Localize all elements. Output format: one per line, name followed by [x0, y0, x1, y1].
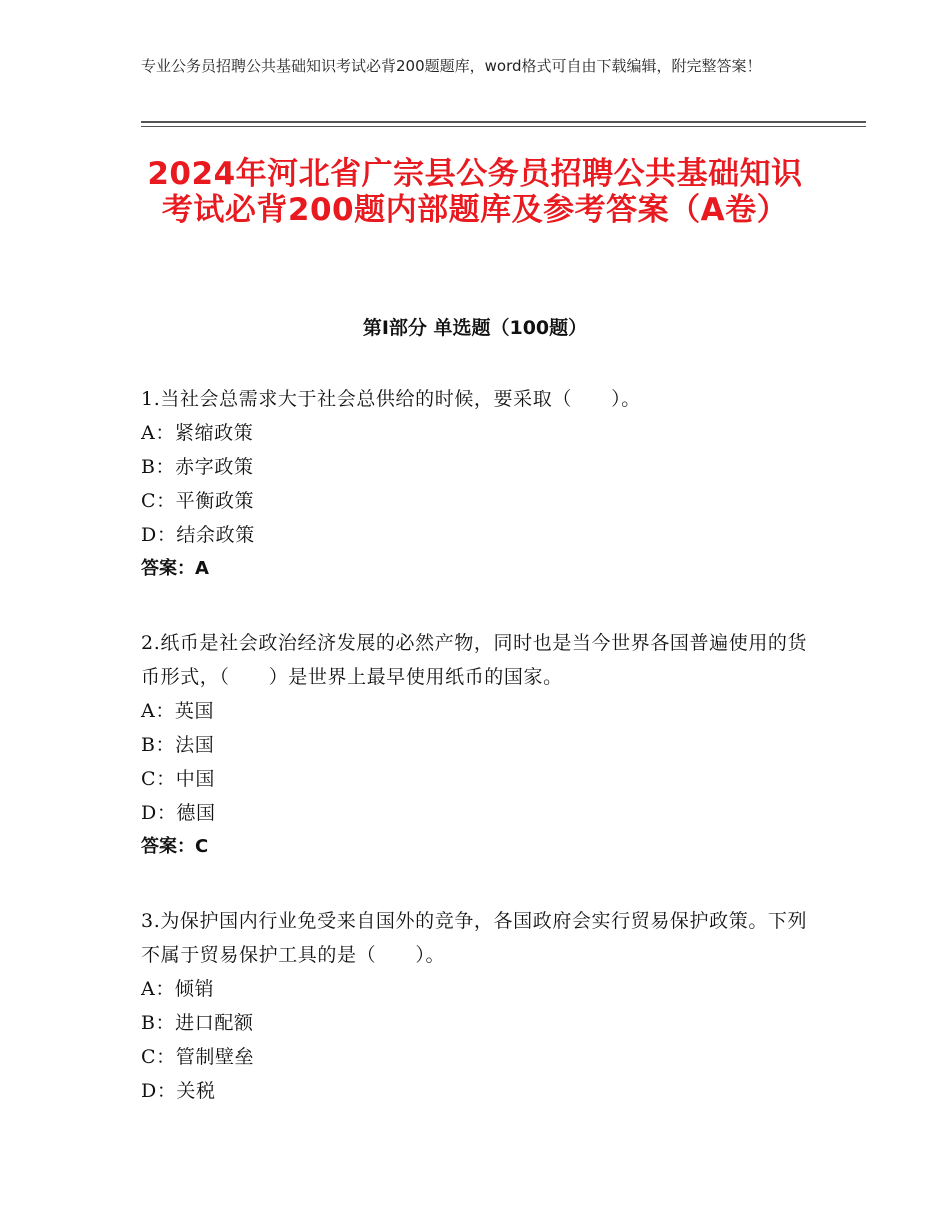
option-a: A：英国	[141, 700, 215, 722]
option-c: C：管制壁垒	[141, 1046, 255, 1068]
option-c: C：中国	[141, 768, 215, 790]
option-d: D：德国	[141, 802, 216, 824]
question-1	[141, 382, 821, 586]
document-title: 2024年河北省广宗县公务员招聘公共基础知识考试必背200题内部题库及参考答案（A卷）	[147, 156, 803, 228]
option-b: B：法国	[141, 734, 215, 756]
header-note: 专业公务员招聘公共基础知识考试必背200题题库，word格式可自由下载编辑，附完整答案！	[141, 57, 762, 75]
option-d: D：结余政策	[141, 524, 255, 546]
header-rule-thick	[141, 121, 866, 123]
question-text: 2.纸币是社会政治经济发展的必然产物，同时也是当今世界各国普遍使用的货币形式，（ ）是世界上最早使用纸币的国家。	[141, 632, 808, 688]
section-title: 第Ⅰ部分 单选题（100题）	[362, 317, 588, 339]
option-a: A：紧缩政策	[141, 422, 254, 444]
option-b: B：赤字政策	[141, 456, 254, 478]
question-text: 1.当社会总需求大于社会总供给的时候，要采取（ ）。	[141, 388, 641, 410]
option-d: D：关税	[141, 1080, 216, 1102]
answer-line: 答案：C	[141, 836, 209, 857]
option-b: B：进口配额	[141, 1012, 254, 1034]
question-text: 3.为保护国内行业免受来自国外的竞争，各国政府会实行贸易保护政策。下列不属于贸易保护工具的是（ ）。	[141, 910, 808, 966]
header-rule-thin	[141, 126, 866, 127]
answer-line: 答案：A	[141, 558, 209, 579]
question-2	[141, 626, 821, 864]
option-c: C：平衡政策	[141, 490, 255, 512]
question-3	[141, 904, 821, 1108]
question-list	[141, 382, 821, 1148]
option-a: A：倾销	[141, 978, 215, 1000]
